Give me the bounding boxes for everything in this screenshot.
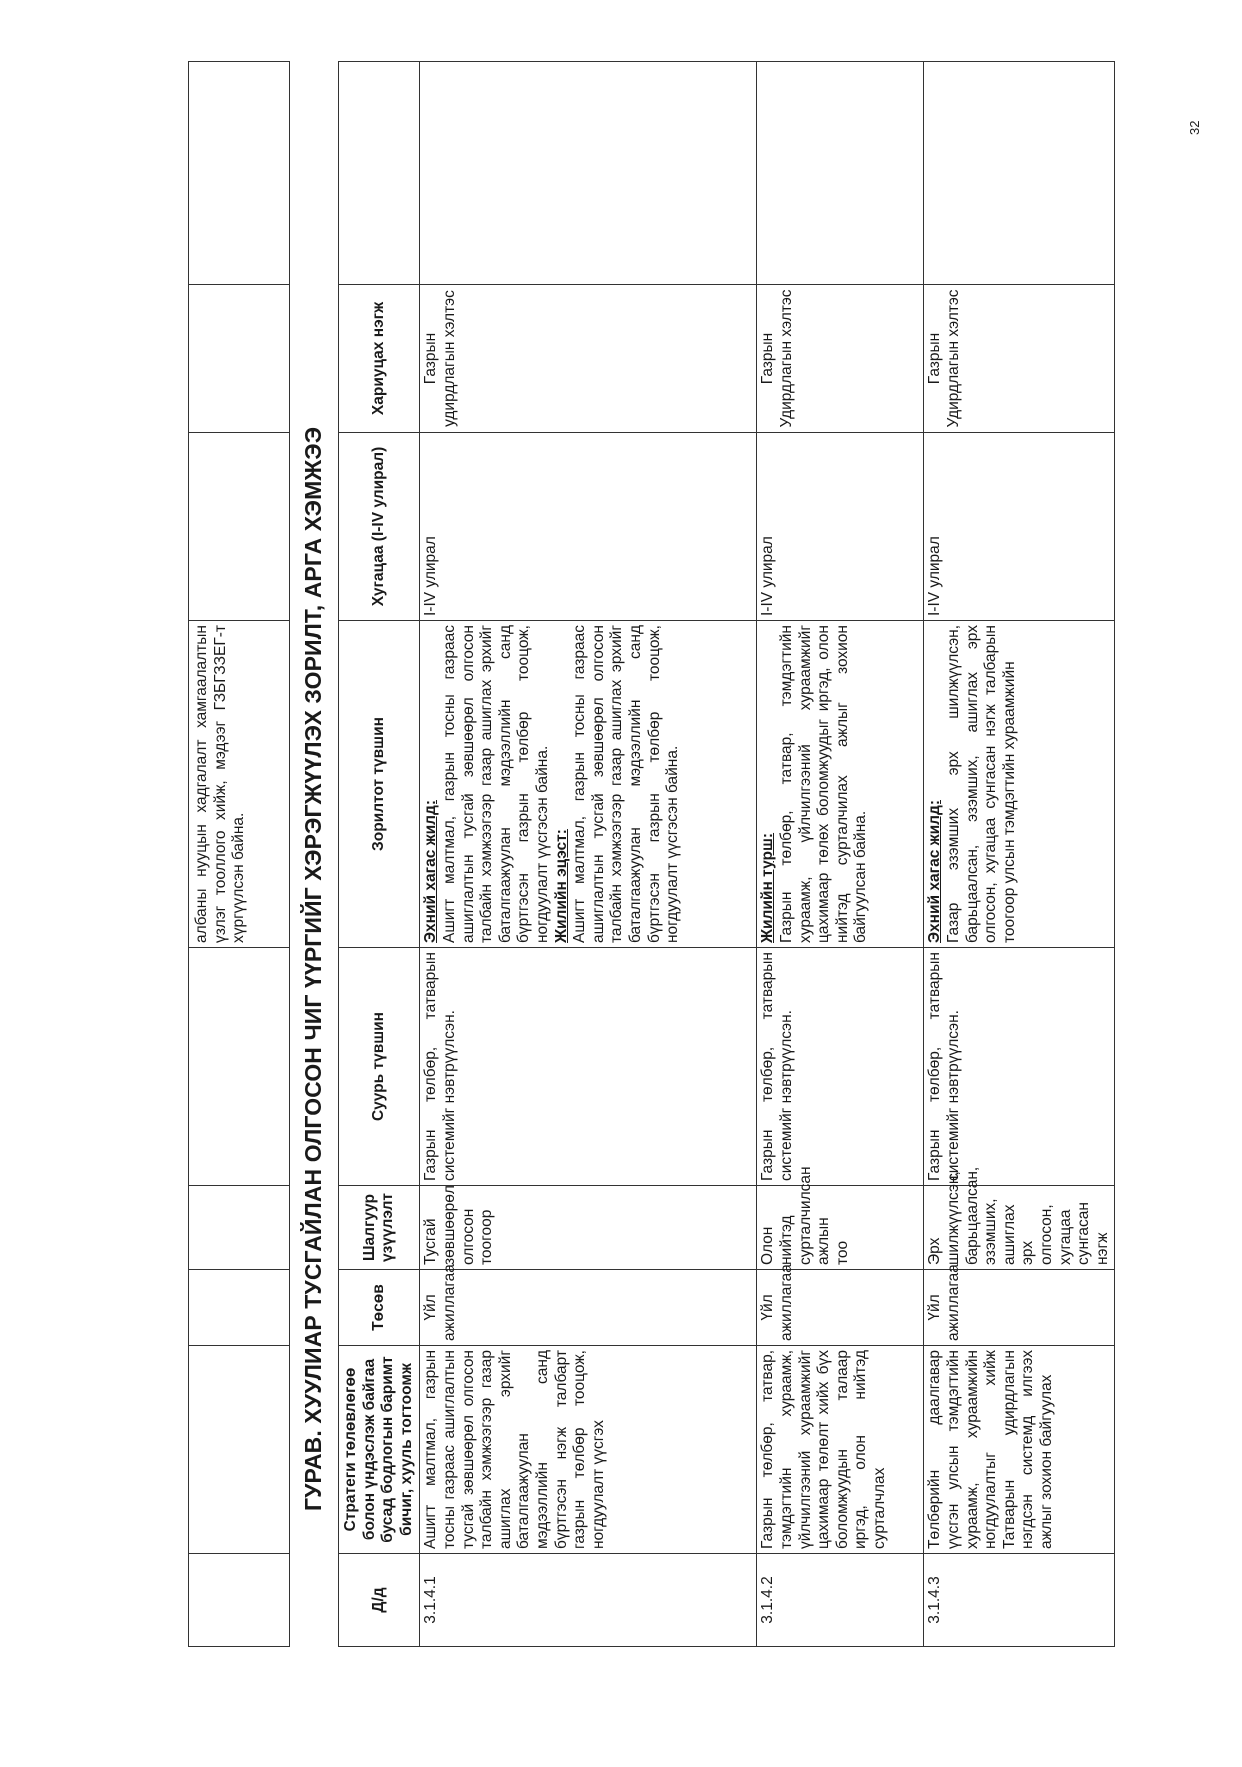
header-num: Д/д	[339, 1554, 420, 1647]
continuation-text: албаны нууцын хадгалалт хамгаалалтын үзлэг тооллого хийж, мэдээг ГЗБГЗЗЕГ-т хүргүүлсэн байна.	[189, 621, 290, 948]
continuation-cell-empty	[189, 62, 290, 285]
target-heading: Жилийн эцэст:	[552, 829, 570, 943]
row-baseline: Газрын төлбөр, татварын системийг нэвтрүүлсэн.	[420, 948, 757, 1186]
target-text: Газрын төлбөр, татвар, тэмдэгтийн хураамж, үйлчилгээний хураамжийг цахимаар төлөх боломжуудыг иргэд, олон нийтэд сурталчилах ажлыг зохион байгуулсан байна.	[777, 625, 870, 943]
header-criteria: Шалгуур үзүүлэлт	[339, 1186, 420, 1270]
row-num: 3.1.4.1	[420, 1554, 757, 1647]
target-heading: Эхний хагас жилд:	[926, 800, 944, 943]
continuation-cell-empty	[189, 433, 290, 621]
measures-table	[338, 61, 1115, 1647]
page-number: 32	[1187, 120, 1202, 135]
target-heading: Эхний хагас жилд:	[422, 800, 440, 943]
row-type: Үйл ажиллагаа	[757, 1270, 924, 1346]
row-baseline: Газрын төлбөр, татварын системийг нэвтрүүлсэн.	[757, 948, 924, 1186]
continuation-row	[189, 62, 290, 1647]
target-text: Ашигт малтмал, газрын тосны газраас ашиглалтын тусгай зөвшөөрөл олгосон талбайн хэмжээгээр газар ашиглах эрхийг баталгаажуулан мэдээллийн санд бүртгэсэн газрын төлбөр тооцож, ногдуулалт үүсгэсэн байна.	[571, 625, 682, 943]
row-strategy: Ашигт малтмал, газрын тосны газраас ашиглалтын тусгай зөвшөөрөл олгосон талбайн хэмжээгээр газар ашиглах эрхийг баталгаажуулан мэдээллийн санд бүртгэсэн нэгж талбарт газрын төлбөр тооцож, ногдуулалт үүсгэх	[420, 1346, 757, 1554]
continuation-cell-empty	[189, 948, 290, 1186]
header-extra	[339, 62, 420, 285]
row-extra	[757, 62, 924, 285]
row-period: I-IV улирал	[924, 433, 1115, 621]
header-target: Зорилтот түвшин	[339, 621, 420, 948]
continuation-cell-empty	[189, 1346, 290, 1554]
continuation-table	[188, 61, 290, 1647]
row-extra	[924, 62, 1115, 285]
header-baseline: Суурь түвшин	[339, 948, 420, 1186]
target-text: Ашигт малтмал, газрын тосны газраас ашиглалтын тусгай зөвшөөрөл олгосон талбайн хэмжээгээр газар ашиглах эрхийг баталгаажуулан мэдээллийн санд бүртгэсэн газрын төлбөр тооцож, ногдуулалт үүсгэсэн байна.	[440, 625, 551, 943]
row-extra	[420, 62, 757, 285]
row-target	[757, 621, 924, 948]
table-row	[924, 62, 1115, 1647]
row-criteria: Олон нийтэд сурталчилсан ажлын тоо	[757, 1186, 924, 1270]
row-type: Үйл ажиллагаа	[924, 1270, 1115, 1346]
continuation-cell-empty	[189, 1270, 290, 1346]
continuation-cell-empty	[189, 1554, 290, 1647]
header-period: Хугацаа (I-IV улирал)	[339, 433, 420, 621]
row-baseline: Газрын төлбөр, татварын системийг нэвтрүүлсэн.	[924, 948, 1115, 1186]
header-row	[339, 62, 420, 1647]
row-target	[420, 621, 757, 948]
table-row	[757, 62, 924, 1647]
row-target	[924, 621, 1115, 948]
continuation-cell-empty	[189, 1186, 290, 1270]
row-responsible: Газрын удирдлагын хэлтэс	[420, 285, 757, 433]
row-criteria: Эрх шилжүүлсэн, барьцаалсан, эзэмших, ашиглах эрх олгосон, хугацаа сунгасан нэгж	[924, 1186, 1115, 1270]
row-responsible: Газрын Удирдлагын хэлтэс	[757, 285, 924, 433]
row-responsible: Газрын Удирдлагын хэлтэс	[924, 285, 1115, 433]
row-strategy: Төлбөрийн даалгавар үүсгэн улсын тэмдэгтийн хураамж, хураамжийн ногдуулалтыг хийж Татварын удирдлагын нэгдсэн системд илгээх ажлыг зохион байгуулах	[924, 1346, 1115, 1554]
section-title: ГУРАВ. ХУУЛИАР ТУСГАЙЛАН ОЛГОСОН ЧИГ ҮҮРГИЙГ ХЭРЭГЖҮҮЛЭХ ЗОРИЛТ, АРГА ХЭМЖЭЭ	[300, 426, 326, 1511]
row-period: I-IV улирал	[757, 433, 924, 621]
row-num: 3.1.4.2	[757, 1554, 924, 1647]
header-type: Төсөв	[339, 1270, 420, 1346]
row-type: Үйл ажиллагаа	[420, 1270, 757, 1346]
row-period: I-IV улирал	[420, 433, 757, 621]
row-strategy: Газрын төлбөр, татвар, тэмдэгтийн хураамж, үйлчилгээний хураамжийг цахимаар төлөлт хийх бүх боломжуудын талаар иргэд, олон нийтэд сурталчлах	[757, 1346, 924, 1554]
target-heading: Жилийн турш:	[759, 832, 777, 943]
header-responsible: Хариуцах нэгж	[339, 285, 420, 433]
target-text: Газар эзэмших эрх шилжүүлсэн, барьцаалсан, эзэмших, ашиглах эрх олгосон, хугацаа сунгасан нэгж талбарын тоогоор улсын тэмдэгтийн хураамжийн	[944, 625, 1018, 943]
continuation-cell-empty	[189, 285, 290, 433]
row-num: 3.1.4.3	[924, 1554, 1115, 1647]
header-strategy: Стратеги төлөвлөгөө болон үндэслэж байгаа бусад бодлогын баримт бичиг, хууль тогтоомж	[339, 1346, 420, 1554]
table-row	[420, 62, 757, 1647]
row-criteria: Тусгай зөвшөөрөл олгосон тоогоор	[420, 1186, 757, 1270]
